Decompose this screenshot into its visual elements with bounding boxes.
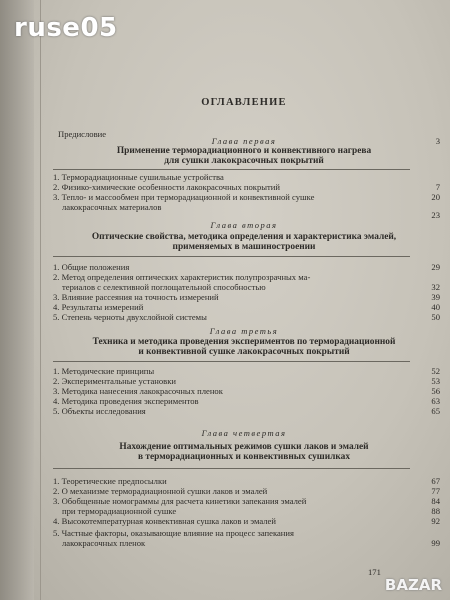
toc-entry-text: лакокрасочных пленок — [62, 538, 146, 548]
toc-entry — [48, 302, 440, 312]
toc-entry — [48, 292, 440, 302]
toc-entry-text: 1. Терморадиационные сушильные устройства — [53, 172, 224, 182]
divider-rule — [53, 256, 410, 257]
toc-page-number: 39 — [431, 292, 440, 302]
toc-page-number: 65 — [431, 406, 440, 416]
gutter-line — [40, 0, 41, 600]
toc-entry — [48, 406, 440, 416]
toc-entry — [48, 396, 440, 406]
toc-entry-text: 5. Степень черноты двухслойной системы — [53, 312, 207, 322]
toc-page-number: 84 — [431, 496, 440, 506]
toc-entry-text: 1. Методические принципы — [53, 366, 155, 376]
toc-entry-text: 1. Теоретические предпосылки — [53, 476, 167, 486]
toc-entry — [48, 262, 440, 272]
toc-page-number: 67 — [431, 476, 440, 486]
chapter-label: Глава вторая — [210, 220, 278, 230]
toc-page-number — [410, 272, 440, 282]
toc-page-number: 32 — [431, 282, 440, 292]
toc-entry — [48, 506, 440, 516]
toc-entry-text: 3. Методика нанесения лакокрасочных пленок — [53, 386, 223, 396]
toc-page-number: 77 — [431, 486, 440, 496]
toc-entry — [48, 210, 440, 220]
divider-rule — [53, 361, 410, 362]
toc-page-number: 3 — [435, 136, 440, 146]
toc-entry-text: 3. Обобщенные номограммы для расчета кинетики запекания эмалей — [53, 496, 307, 506]
toc-entry-text: 2. Метод определения оптических характеристик полупрозрачных ма- — [53, 272, 311, 282]
toc-entry-text: лакокрасочных материалов — [62, 202, 162, 212]
chapter-title-line: Техника и методика проведения экспериментов по терморадиационной — [92, 337, 396, 347]
toc-entry-text: 2. О механизме терморадиационной сушки лаков и эмалей — [53, 486, 268, 496]
chapter-label: Глава первая — [211, 136, 277, 146]
toc-entry-text: 2. Экспериментальные установки — [53, 376, 177, 386]
toc-entry — [48, 192, 440, 202]
book-spine-shadow — [0, 0, 34, 600]
toc-page-number: 23 — [431, 210, 440, 220]
toc-entry-text: Предисловие — [58, 129, 107, 139]
chapter-title-line: и конвективной сушке лакокрасочных покрытий — [138, 347, 350, 357]
toc-entry-text: 3. Тепло- и массообмен при терморадиационной и конвективной сушке — [53, 192, 315, 202]
toc-entry — [48, 538, 440, 548]
watermark-logo: ruse05 — [14, 13, 118, 43]
chapter-label: Глава четвертая — [201, 428, 287, 438]
toc-entry-text — [48, 210, 410, 220]
toc-entry — [48, 282, 440, 292]
toc-page-number: 29 — [431, 262, 440, 272]
toc-page-number: 40 — [431, 302, 440, 312]
toc-entry — [48, 486, 440, 496]
toc-page-number: 88 — [431, 506, 440, 516]
chapter-title-line: Применение терморадиационного и конвективного нагрева — [116, 146, 372, 156]
toc-entry — [48, 476, 440, 486]
toc-entry — [48, 172, 440, 182]
toc-page-number: 53 — [431, 376, 440, 386]
toc-entry — [48, 516, 440, 526]
toc-entry — [48, 366, 440, 376]
toc-entry-text: при терморадиационной сушке — [62, 506, 177, 516]
toc-page-number: 20 — [431, 192, 440, 202]
toc-entry — [48, 182, 440, 192]
toc-entry-text: 4. Результаты измерений — [53, 302, 144, 312]
toc-page-number — [410, 172, 440, 182]
divider-rule — [53, 169, 410, 170]
toc-entry — [48, 312, 440, 322]
toc-entry — [48, 496, 440, 506]
toc-page-number: 7 — [435, 182, 440, 192]
toc-entry — [48, 272, 440, 282]
toc-entry-text: 1. Общие положения — [53, 262, 130, 272]
toc-page-number — [410, 528, 440, 538]
toc-entry-text: териалов с селективной поглощательной способностью — [62, 282, 266, 292]
chapter-title-line: Оптические свойства, методика определения и характеристика эмалей, — [91, 232, 397, 242]
toc-entry-text: 5. Объекты исследования — [53, 406, 146, 416]
toc-entry-text: 2. Физико-химические особенности лакокрасочных покрытий — [53, 182, 280, 192]
toc-entry — [48, 376, 440, 386]
toc-page — [48, 0, 440, 600]
page-title: ОГЛАВЛЕНИЕ — [201, 97, 287, 108]
toc-entry-text: 5. Частные факторы, оказывающие влияние на процесс запекания — [53, 528, 294, 538]
toc-page-number: 52 — [431, 366, 440, 376]
toc-page-number: 92 — [431, 516, 440, 526]
toc-page-number: 56 — [431, 386, 440, 396]
chapter-title-line: для сушки лакокрасочных покрытий — [164, 156, 324, 166]
site-watermark-logo: BAZAR — [384, 576, 442, 594]
toc-page-number: 63 — [431, 396, 440, 406]
page-number: 171 — [368, 567, 381, 577]
toc-entry — [48, 528, 440, 538]
toc-page-number: 50 — [431, 312, 440, 322]
toc-page-number: 99 — [431, 538, 440, 548]
chapter-title-line: в терморадиационных и конвективных сушилках — [137, 452, 351, 462]
toc-entry-text: 3. Влияние рассеяния на точность измерений — [53, 292, 219, 302]
divider-rule — [53, 468, 410, 469]
toc-entry — [48, 386, 440, 396]
chapter-title-line: Нахождение оптимальных режимов сушки лаков и эмалей — [119, 442, 369, 452]
toc-entry-text: 4. Методика проведения экспериментов — [53, 396, 199, 406]
chapter-label: Глава третья — [209, 326, 279, 336]
toc-entry-text: 4. Высокотемпературная конвективная сушка лаков и эмалей — [53, 516, 276, 526]
chapter-title-line: применяемых в машиностроении — [172, 242, 316, 252]
toc-entry-page-row — [48, 136, 440, 146]
